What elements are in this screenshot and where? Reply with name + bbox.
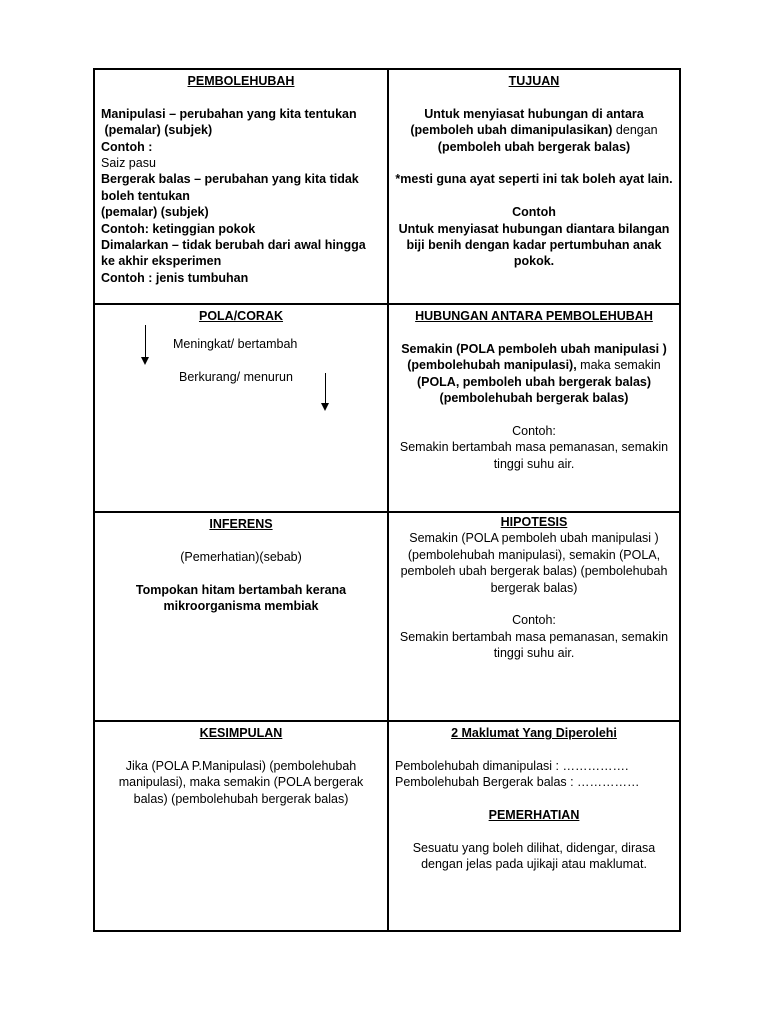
tujuan-note: *mesti guna ayat seperti ini tak boleh ayat lain. [395, 172, 673, 187]
inferens-cell [95, 513, 389, 722]
kesimpulan-cell [95, 722, 389, 932]
pemerhatian-title: PEMERHATIAN [488, 808, 580, 822]
arrow-down-icon [325, 373, 326, 409]
inferens-title: INFERENS [209, 517, 273, 531]
tujuan-cell [389, 70, 681, 305]
dimalarkan-line: Dimalarkan – tidak berubah dari awal hingga ke akhir eksperimen [101, 238, 366, 269]
pola-berkurang: Berkurang/ menurun [179, 370, 293, 384]
tujuan-contoh-text: Untuk menyiasat hubungan diantara bilangan biji benih dengan kadar pertumbuhan anak pokok. [398, 221, 670, 269]
pola-title: POLA/CORAK [198, 309, 284, 323]
hipotesis-cell [389, 513, 681, 722]
tujuan-title: TUJUAN [508, 74, 560, 88]
notes-table [93, 68, 681, 932]
pembolehubah-title: PEMBOLEHUBAH [187, 74, 295, 88]
hubungan-line2-plain: maka semakin [576, 358, 661, 373]
hubungan-contoh-text: Semakin bertambah masa pemanasan, semakin tinggi suhu air. [399, 440, 669, 471]
hipotesis-title: HIPOTESIS [500, 515, 568, 529]
maklumat-line1: Pembolehubah dimanipulasi : ……………. [395, 758, 629, 773]
tujuan-line2 [395, 122, 673, 138]
hubungan-line4: (pembolehubah bergerak balas) [439, 391, 629, 406]
contoh-label: Contoh : [101, 139, 153, 154]
bergerak-balas-note: (pemalar) (subjek) [101, 205, 209, 220]
maklumat-title: 2 Maklumat Yang Diperolehi [451, 726, 617, 740]
hipotesis-text: Semakin (POLA pemboleh ubah manipulasi ) (pembolehubah manipulasi), semakin (POLA, pemboleh ubah bergerak balas) (pembolehubah bergerak balas) [400, 531, 668, 595]
tujuan-line2-bold: (pemboleh ubah dimanipulasikan) [410, 123, 613, 138]
tujuan-line1: Untuk menyiasat hubungan di antara [424, 106, 644, 121]
contoh-dimalarkan: Contoh : jenis tumbuhan [101, 270, 249, 285]
hubungan-line1-bold: (POLA pemboleh ubah manipulasi ) [456, 341, 667, 356]
maklumat-cell [389, 722, 681, 932]
hubungan-cell [389, 305, 681, 513]
pola-cell [95, 305, 389, 513]
manipulasi-note: (pemalar) (subjek) [101, 123, 213, 138]
inferens-text: Tompokan hitam bertambah kerana mikroorganisma membiak [135, 582, 347, 613]
pemerhatian-text: Sesuatu yang boleh dilihat, didengar, dirasa dengan jelas pada ujikaji atau maklumat. [412, 840, 656, 872]
pola-meningkat: Meningkat/ bertambah [173, 337, 298, 351]
hubungan-line3: (POLA, pemboleh ubah bergerak balas) [416, 374, 652, 389]
maklumat-line2: Pembolehubah Bergerak balas : …………… [395, 775, 640, 790]
inferens-subtitle: (Pemerhatian)(sebab) [180, 549, 302, 564]
tujuan-line3: (pemboleh ubah bergerak balas) [437, 139, 631, 154]
kesimpulan-text: Jika (POLA P.Manipulasi) (pembolehubah manipulasi), maka semakin (POLA bergerak balas) (pembolehubah bergerak balas) [118, 758, 364, 806]
tujuan-line2-rest: dengan [612, 123, 658, 138]
hubungan-line1 [395, 341, 673, 357]
hubungan-line2-bold: (pembolehubah manipulasi), [407, 358, 577, 373]
hubungan-contoh-label: Contoh: [512, 423, 556, 438]
contoh-bergerak-balas: Contoh: ketinggian pokok [101, 221, 256, 236]
bergerak-balas-line: Bergerak balas – perubahan yang kita tidak boleh tentukan [101, 172, 359, 203]
hipotesis-contoh-label: Contoh: [512, 613, 556, 628]
tujuan-contoh-label: Contoh [512, 205, 556, 220]
pembolehubah-list [101, 106, 381, 286]
kesimpulan-title: KESIMPULAN [199, 726, 283, 740]
hubungan-line1-plain: Semakin [401, 341, 457, 356]
pembolehubah-cell [95, 70, 389, 305]
manipulasi-line: Manipulasi – perubahan yang kita tentukan [101, 106, 357, 121]
hubungan-line2 [395, 357, 673, 373]
contoh-manipulasi: Saiz pasu [101, 156, 156, 171]
arrow-down-icon [145, 325, 146, 363]
hipotesis-contoh-text: Semakin bertambah masa pemanasan, semakin tinggi suhu air. [399, 629, 669, 661]
hubungan-title: HUBUNGAN ANTARA PEMBOLEHUBAH [415, 309, 653, 323]
